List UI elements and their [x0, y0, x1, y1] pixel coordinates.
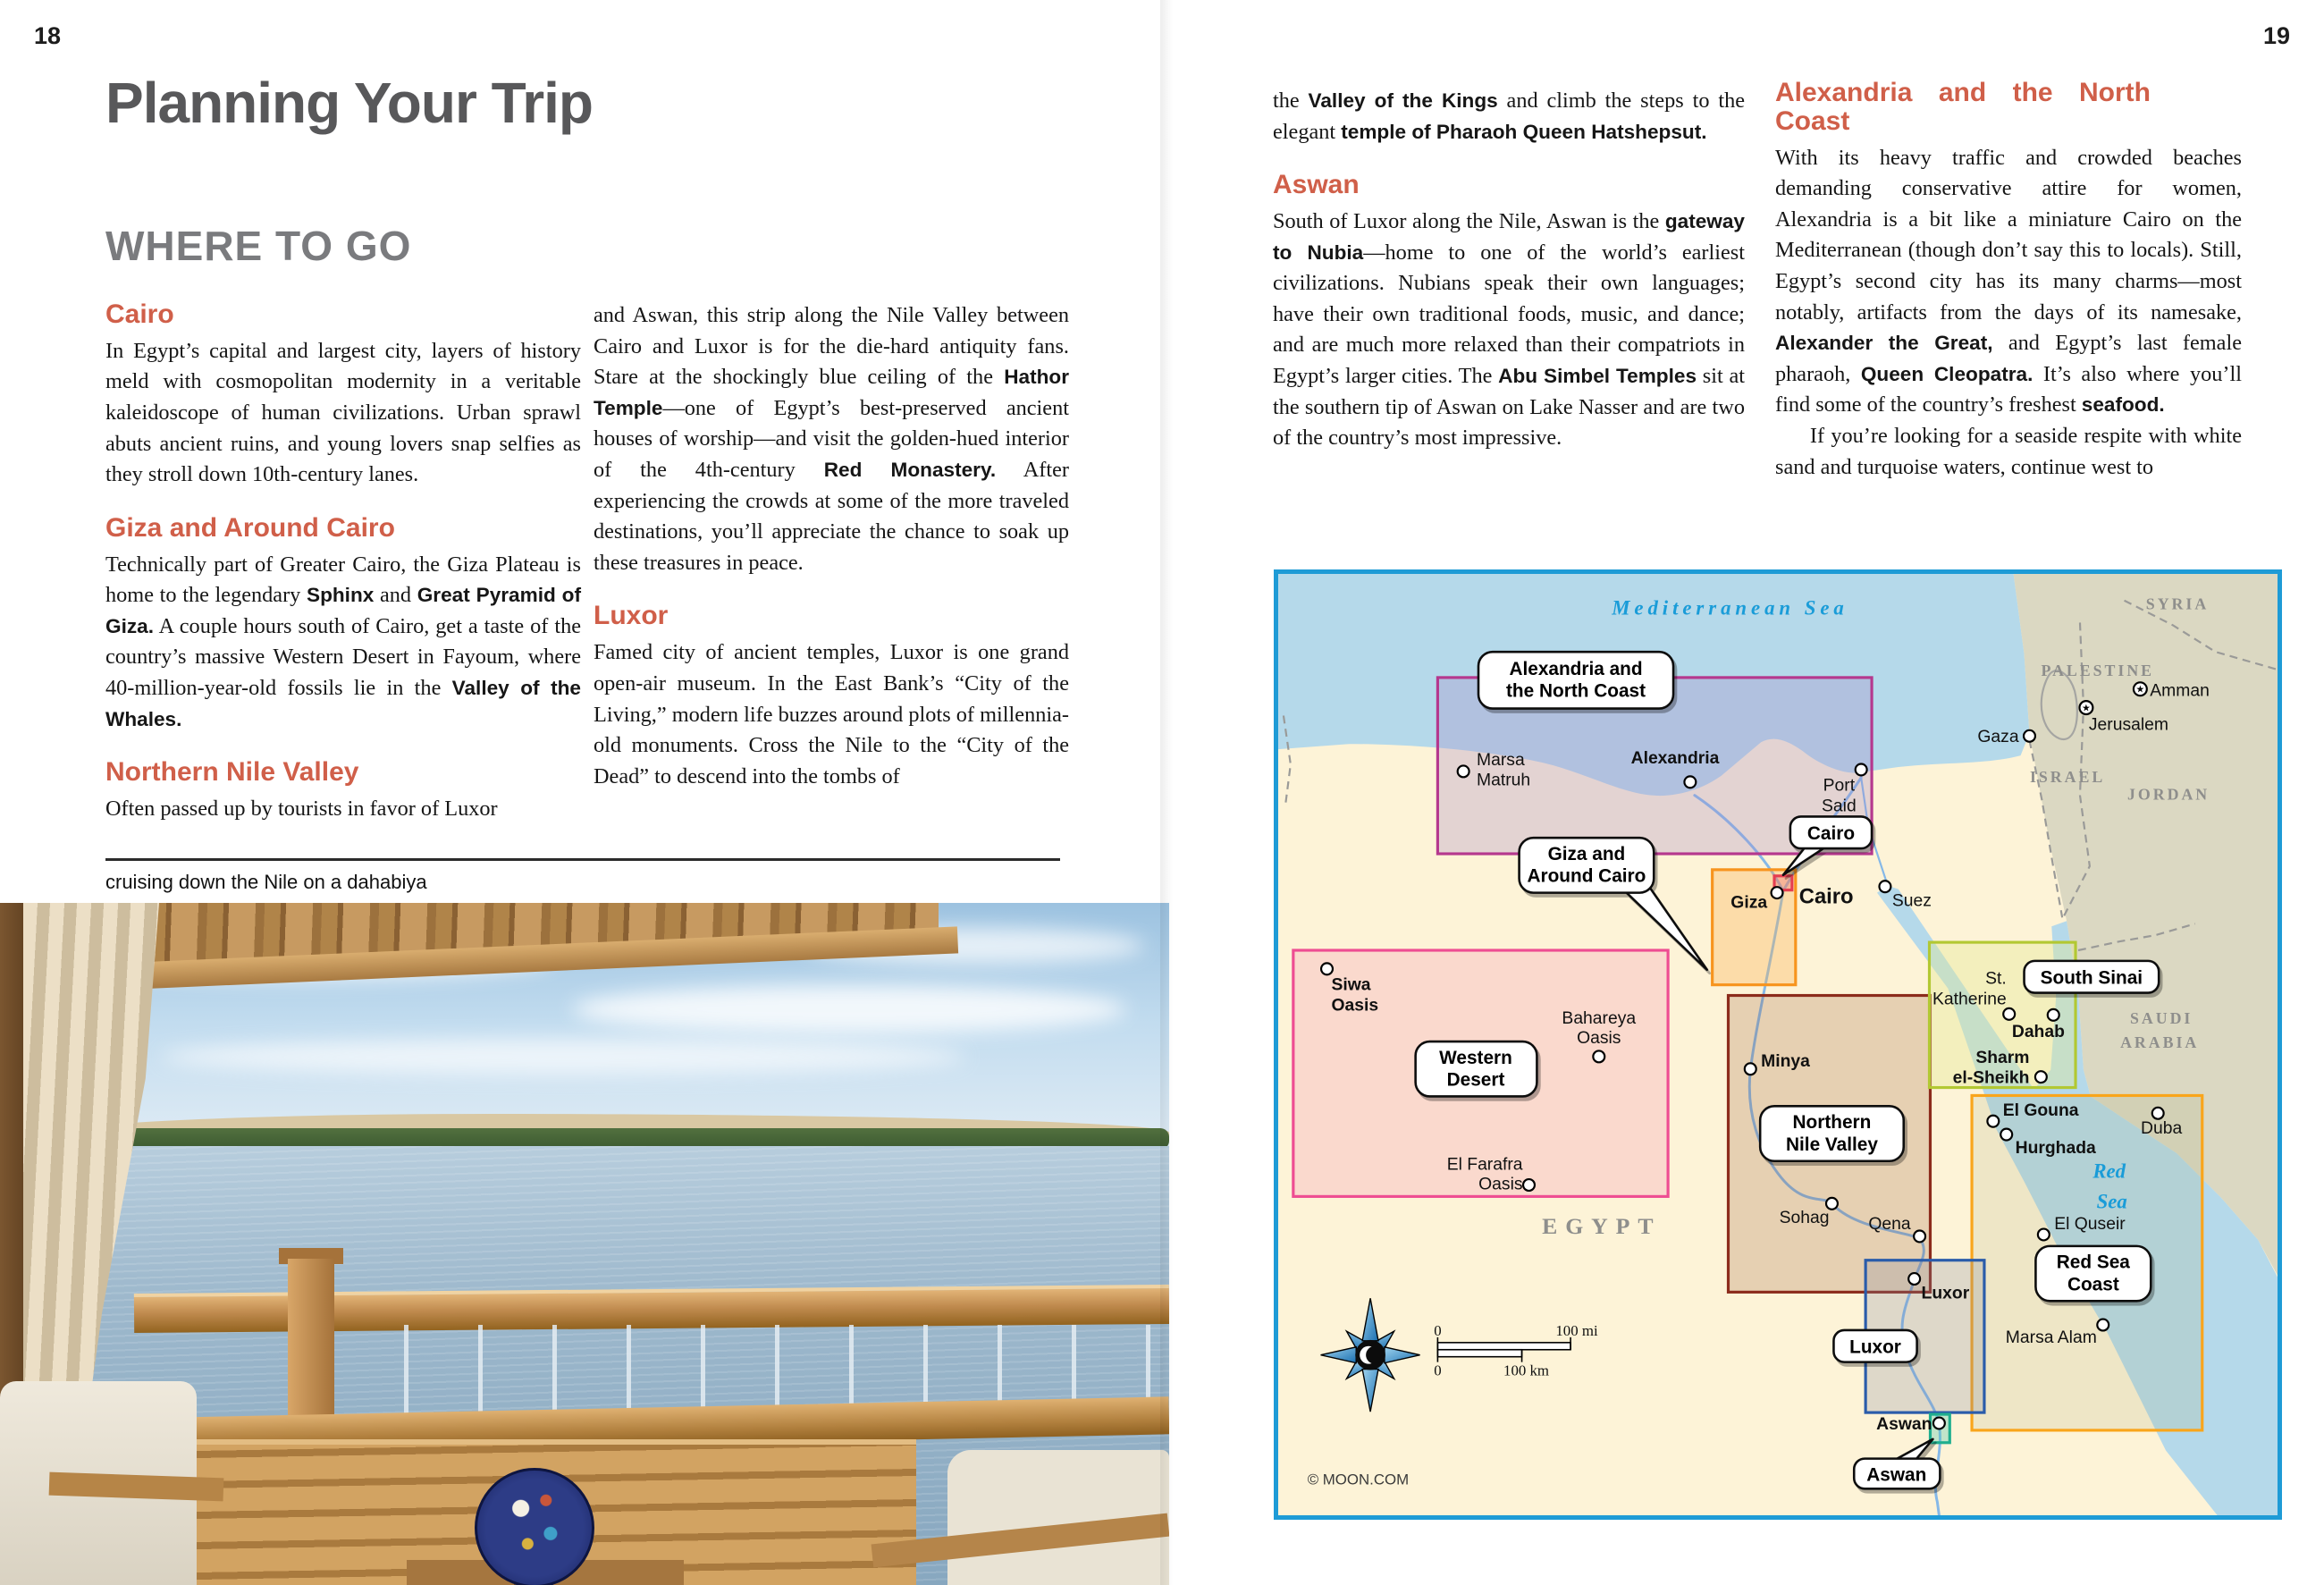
callout-text: Western — [1439, 1047, 1512, 1068]
paragraph-cairo: In Egypt’s capital and largest city, layers of history meld with cosmopolitan modernity in a veritable kaleidoscope of human civilizations. Urban sprawl abuts ancient ruins, and young lovers snap selfies as they stroll down 10th-century lanes. — [105, 338, 581, 487]
paragraph-valley-of-kings: the Valley of the Kings and climb the steps to the elegant temple of Pharaoh Queen Hatshepsut. — [1273, 89, 1745, 144]
city-dot-el-gouna — [1987, 1116, 1999, 1127]
city-label-st-katherine-1: St. — [1985, 969, 2007, 989]
paragraph-alexandria: With its heavy traffic and crowded beaches demanding conservative attire for women, Alexandria is a bit like a miniature Cairo on the Mediterranean (though don’t say this to locals). Still, Egypt’s second city has its many charms—most notably, artifacts from the days of its namesake, Alexander the Great, and Egypt’s last female pharaoh, Queen Cleopatra. It’s also where you’ll find some of the country’s freshest seafood. — [1775, 145, 2242, 417]
city-label-sohag: Sohag — [1779, 1209, 1830, 1228]
label-red-sea-2: Sea — [2096, 1190, 2127, 1213]
city-label-cairo: Cairo — [1798, 884, 1854, 909]
capital-star-jerusalem: ★ — [2082, 702, 2091, 714]
callout-text: Cairo — [1806, 823, 1856, 845]
page-gutter — [1160, 0, 1173, 1585]
page-number-left: 18 — [34, 22, 62, 49]
caption-rule — [105, 858, 1060, 861]
heading-luxor: Luxor — [594, 601, 669, 631]
callout-text: Alexandria and — [1509, 658, 1643, 679]
city-dot-sharm — [2035, 1071, 2047, 1083]
city-dot-minya — [1745, 1063, 1756, 1075]
city-dot-siwa — [1321, 963, 1333, 974]
label-saudi: SAUDI — [2129, 1009, 2193, 1028]
city-label-suez: Suez — [1891, 891, 1932, 911]
city-dot-duba — [2152, 1108, 2164, 1119]
label-arabia: ARABIA — [2120, 1033, 2200, 1051]
city-dot-el-quseir — [2038, 1229, 2050, 1241]
city-dot-st-katherine — [2003, 1008, 2015, 1020]
photo-cloud — [161, 1039, 965, 1075]
photo-decorative-plate — [475, 1468, 594, 1585]
scale-zero-mi: 0 — [1434, 1321, 1442, 1339]
city-dot-sohag — [1826, 1198, 1838, 1210]
label-israel: ISRAEL — [2029, 767, 2106, 786]
paragraph-luxor: Famed city of ancient temples, Luxor is one grand open-air museum. In the East Bank’s “City of the Living,” modern life buzzes around plots of millennia-old monuments. Cross the Nile to the “City of the Dead” to descend into the tombs of — [594, 640, 1069, 788]
city-dot-cairo — [1772, 887, 1783, 898]
paragraph-aswan: South of Luxor along the Nile, Aswan is the gateway to Nubia—home to one of the world’s earliest civilizations. Nubians speak their own languages; have their own traditional foods, music, and dance; and are much more relaxed than their compatriots in Egypt’s larger cities. The Abu Simbel Temples sit at the southern tip of Aswan on Lake Nasser and are two of the country’s most impressive. — [1273, 209, 1745, 451]
scale-zero-km: 0 — [1434, 1362, 1442, 1379]
callout-text: Around Cairo — [1527, 865, 1646, 887]
callout-text: Luxor — [1849, 1336, 1901, 1358]
scale-100-mi: 100 mi — [1555, 1321, 1598, 1339]
egypt-overview-map — [1274, 569, 2282, 1520]
city-label-marsa-2: Matruh — [1477, 771, 1531, 790]
city-label-siwa-2: Oasis — [1331, 996, 1379, 1016]
label-mediterranean-sea: Mediterranean Sea — [1612, 596, 1848, 620]
photo-caption: cruising down the Nile on a dahabiya — [105, 871, 427, 893]
callout-alexandria-north-coast — [1478, 652, 1673, 708]
city-label-giza: Giza — [1730, 893, 1768, 913]
map-credit: © MOON.COM — [1307, 1471, 1410, 1488]
section-heading: WHERE TO GO — [105, 223, 412, 269]
page-title: Planning Your Trip — [105, 71, 593, 135]
city-label-minya: Minya — [1761, 1051, 1810, 1071]
city-dot-aswan — [1933, 1418, 1945, 1429]
callout-text: Desert — [1446, 1069, 1505, 1091]
column-3 — [1273, 86, 1745, 454]
callout-western-desert — [1416, 1041, 1537, 1096]
callout-south-sinai — [2025, 961, 2160, 993]
city-label-gaza: Gaza — [1977, 728, 2019, 747]
city-dot-suez — [1879, 881, 1890, 892]
heading-alexandria-north-coast: Alexandria and the North Coast — [1775, 78, 2151, 136]
city-label-farafra-2: Oasis — [1478, 1175, 1523, 1194]
callout-red-sea-coast — [2035, 1246, 2151, 1301]
column-4 — [1775, 79, 2242, 483]
city-label-amman: Amman — [2150, 681, 2210, 701]
city-label-bahareya-2: Oasis — [1577, 1029, 1621, 1049]
label-jordan: JORDAN — [2127, 785, 2210, 804]
city-label-qena: Qena — [1868, 1215, 1911, 1235]
city-dot-farafra — [1523, 1179, 1535, 1191]
photo-dahabiya — [0, 903, 1169, 1585]
heading-northern-nile-valley: Northern Nile Valley — [105, 757, 359, 788]
page-number-right: 19 — [2262, 22, 2290, 49]
city-label-alexandria: Alexandria — [1630, 748, 1720, 768]
callout-text: the North Coast — [1506, 680, 1646, 702]
label-egypt: EGYPT — [1542, 1212, 1662, 1239]
heading-aswan: Aswan — [1273, 170, 1360, 200]
paragraph-continuation: and Aswan, this strip along the Nile Valley between Cairo and Luxor is for the die-hard antiquity fans. Stare at the shockingly blue ceiling of the Hathor Temple—one of Egypt’s best-preserved ancient houses of worship—and visit the golden-hued interior of the 4th-century Red Monastery. After experiencing the crowds at some of the more traveled destinations, you’ll appreciate the chance to soak up these treasures in peace. — [594, 303, 1069, 575]
label-syria: SYRIA — [2145, 594, 2210, 613]
city-label-st-katherine-2: Katherine — [1932, 990, 2007, 1009]
city-label-port: Port — [1823, 776, 1856, 796]
city-label-aswan: Aswan — [1876, 1414, 1932, 1434]
city-label-sharm-2: el-Sheikh — [1952, 1068, 2030, 1088]
city-label-siwa-1: Siwa — [1331, 975, 1371, 995]
city-dot-hurghada — [2000, 1129, 2012, 1141]
city-label-farafra-1: El Farafra — [1446, 1155, 1523, 1175]
column-1 — [105, 300, 581, 825]
city-dot-qena — [1914, 1231, 1925, 1243]
city-label-marsa-1: Marsa — [1477, 750, 1525, 770]
city-dot-alexandria — [1684, 776, 1696, 788]
label-palestine: PALESTINE — [2041, 661, 2155, 679]
city-label-luxor: Luxor — [1921, 1284, 1970, 1303]
city-label-sharm-1: Sharm — [1975, 1048, 2030, 1067]
callout-text: Giza and — [1547, 843, 1626, 864]
paragraph-northern-nile-valley: Often passed up by tourists in favor of Luxor — [105, 797, 498, 822]
callout-northern-nile-valley — [1760, 1106, 1904, 1160]
paragraph-alexandria-2: If you’re looking for a seaside respite with white sand and turquoise waters, continue west to — [1775, 424, 2242, 479]
city-label-bahareya-1: Bahareya — [1562, 1009, 1637, 1029]
city-dot-bahareya — [1593, 1050, 1604, 1062]
callout-luxor — [1833, 1330, 1916, 1362]
callout-text: Northern — [1792, 1112, 1872, 1134]
heading-giza: Giza and Around Cairo — [105, 512, 395, 543]
callout-text: Coast — [2067, 1274, 2119, 1295]
city-label-said: Said — [1822, 797, 1857, 816]
city-label-hurghada: Hurghada — [2015, 1138, 2096, 1158]
scale-100-km: 100 km — [1503, 1362, 1550, 1379]
capital-star-amman: ★ — [2135, 683, 2145, 696]
callout-text: Red Sea — [2056, 1252, 2130, 1273]
city-dot-dahab — [2048, 1009, 2059, 1021]
paragraph-giza: Technically part of Greater Cairo, the Giza Plateau is home to the legendary Sphinx and Great Pyramid of Giza. A couple hours south of Cairo, get a taste of the country’s massive Western Desert in Fayoum, where 40-million-year-old fossils lie in the Valley of the Whales. — [105, 552, 581, 730]
label-red-sea-1: Red — [2092, 1159, 2126, 1183]
city-label-marsa-alam: Marsa Alam — [2005, 1328, 2097, 1347]
city-dot-luxor — [1908, 1273, 1920, 1285]
city-dot-marsa-alam — [2097, 1319, 2109, 1331]
heading-cairo: Cairo — [105, 299, 174, 329]
city-label-el-gouna: El Gouna — [2002, 1101, 2079, 1121]
city-label-duba: Duba — [2141, 1119, 2183, 1139]
city-label-dahab: Dahab — [2011, 1023, 2065, 1042]
column-2 — [594, 300, 1069, 792]
photo-cloud — [572, 985, 1126, 1033]
city-label-jerusalem: Jerusalem — [2088, 715, 2169, 735]
callout-text: Nile Valley — [1785, 1134, 1878, 1155]
callout-text: South Sinai — [2040, 967, 2143, 989]
city-dot-marsa-matruh — [1458, 765, 1469, 777]
city-label-el-quseir: El Quseir — [2054, 1215, 2126, 1235]
city-dot-port-said — [1856, 763, 1867, 775]
city-dot-gaza — [2024, 730, 2035, 742]
callout-text: Aswan — [1866, 1464, 1927, 1486]
